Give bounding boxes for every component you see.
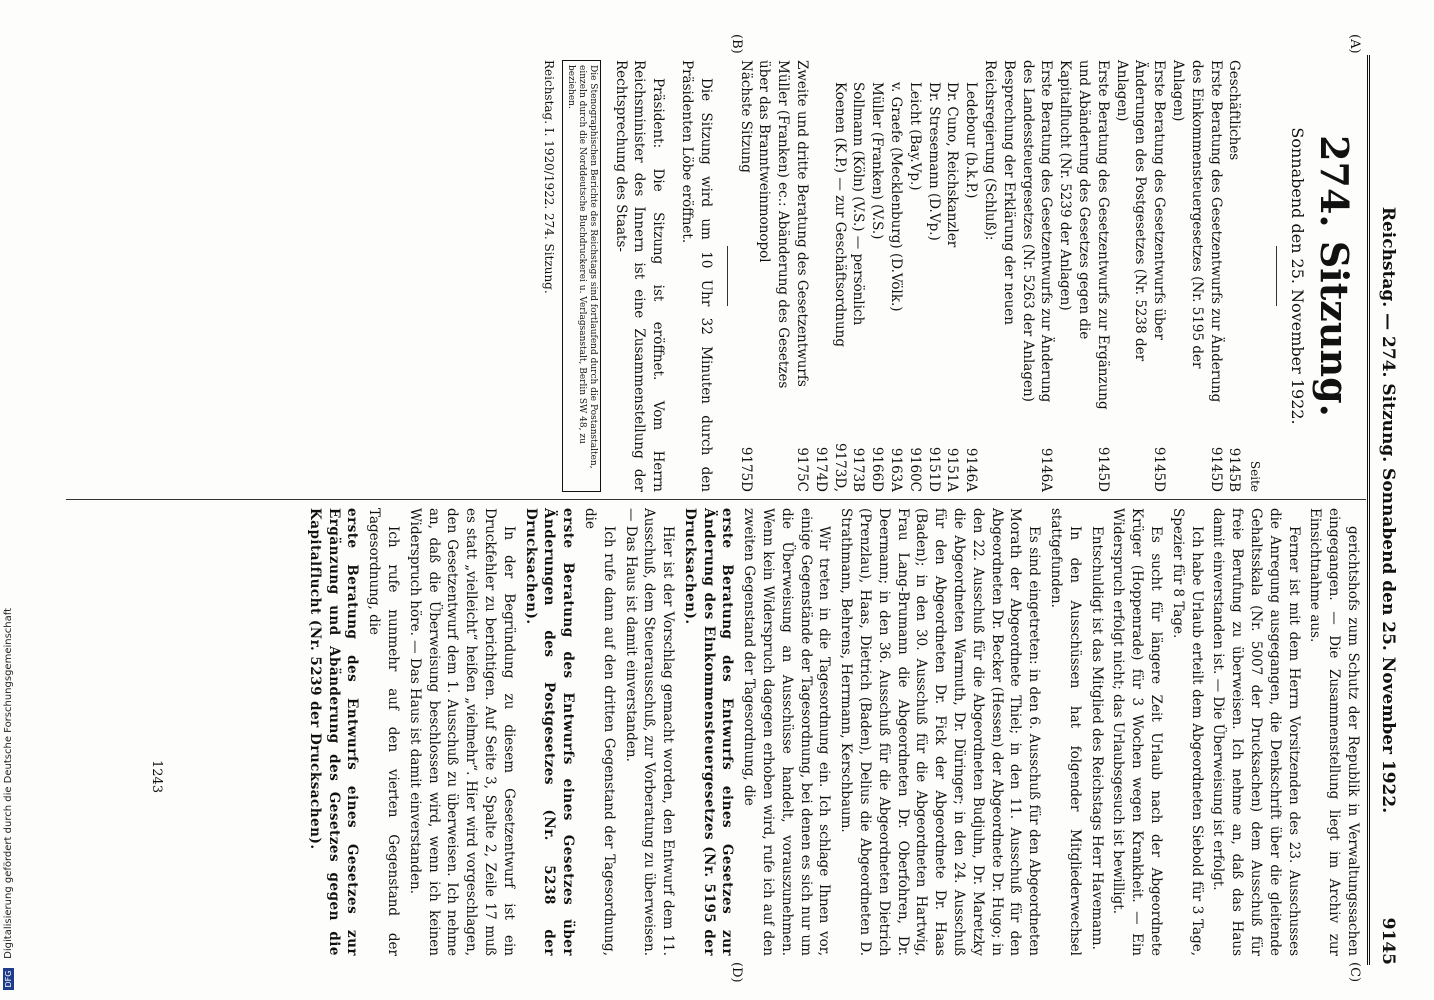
toc-entry	[1112, 60, 1168, 492]
toc-entry-text: Ledebour (b.k.P.)	[963, 82, 980, 199]
toc-entry-page: 9145D	[1094, 446, 1111, 492]
short-rule	[727, 246, 728, 306]
toc-entry-page: 9146A	[1038, 447, 1055, 492]
toc-entry	[886, 60, 905, 492]
toc-entry-text: Erste Beratung des Gesetzentwurfs zur Änderung des Einkommensteuergesetzes (Nr. 5195 der Anlagen)	[1170, 60, 1224, 403]
toc-entry-page: 9173D, 9174D	[812, 443, 848, 492]
toc-entry	[924, 60, 943, 492]
toc-entry	[736, 60, 755, 492]
margin-letter-a: (A)	[1347, 34, 1362, 54]
toc-entry-text: Dr. Stresemann (D.Vp.)	[925, 82, 942, 241]
toc-entry-text: Nächste Sitzung	[737, 60, 754, 173]
toc-entry-text: Dr. Cuno, Reichskanzler	[944, 82, 961, 248]
body-paragraph: Es sind eingetreten: in den 6. Ausschuß für den Abgeordneten Morath der Abgeordnete Thiel; in den 11. Ausschuß für den Abgeordneten Dr. Becker (Hessen) der Abgeordnete Dr. Hugo; in den 22. Ausschuß für die Abgeordneten Budjuhn, Dr. Maretzky die Abgeordneten Warmuth, Dr. Düringer; in den 24. Ausschuß für den Abgeordneten Dr. Fick der Abgeordnete Dr. Haas (Baden); in den 30. Ausschuß für die Abgeordneten Hartwig, Frau Lang-Brumann die Abgeordneten Dr. Oberfohren, Dr. Deermann; in den 36. Ausschuß für die Abgeordneten Dietrich (Prenzlau), Haas, Dietrich (Baden), Delius die Abgeordneten D. Strathmann, Behrens, Herrmann, Kerschbaum.	[838, 508, 1043, 956]
right-column	[302, 508, 1362, 956]
toc-entry-text: Leicht (Bay.Vp.)	[906, 82, 923, 191]
toc-entry	[755, 60, 811, 492]
toc-entry-page: 9151A	[944, 447, 961, 492]
opening-statement: Die Sitzung wird um 10 Uhr 32 Minuten durch den Präsidenten Löbe eröffnet.	[679, 60, 714, 492]
toc-entry-page: 9175C	[794, 447, 811, 492]
body-paragraph: In den Ausschüssen hat folgender Mitgliederwechsel stattgefunden.	[1048, 508, 1083, 956]
table-of-contents	[736, 60, 1244, 492]
body-paragraph: Entschuldigt ist das Mitglied des Reichstags Herr Havemann.	[1088, 526, 1105, 950]
toc-entry	[1225, 60, 1244, 492]
running-header-title: Reichstag. — 274. Sitzung. Sonnabend den 25. November 1922.	[1378, 206, 1398, 814]
margin-letter-d: (D)	[729, 962, 744, 983]
agenda-item-heading: erste Beratung des Entwurfs eines Gesetzes zur Ergänzung und Abänderung des Gesetzes gegen die Kapitalflucht (Nr. 5239 der Drucksachen).	[306, 508, 361, 956]
toc-seite-label: Seite	[1248, 460, 1263, 492]
running-header	[1372, 55, 1398, 965]
column-divider	[66, 499, 1366, 500]
short-rule	[1276, 246, 1277, 306]
toc-entry-page: 9145D	[1151, 446, 1168, 492]
toc-entry	[811, 60, 849, 492]
president-paragraph: Präsident: Die Sitzung ist eröffnet. Vom Herrn Reichsminister des Innern ist eine Zusammenstellung der Rechtsprechung des Staats-	[612, 60, 667, 492]
toc-entry-page: 9160C	[906, 447, 923, 492]
signature-number: 1243	[149, 760, 164, 794]
toc-entry-page: 9163A	[888, 447, 905, 492]
toc-entry-page: 9151D	[925, 446, 942, 492]
toc-entry-text: Sollmann (Köln) (V.S.) — persönlich	[850, 82, 867, 326]
subscription-note: Die Stenographischen Berichte des Reichstags sind fortlaufend durch die Postanstalten, einzeln durch die Norddeutsche Buchdruckerei u. Verlagsanstalt, Berlin SW 48, zu beziehen.	[562, 60, 601, 492]
margin-letter-c: (C)	[1347, 962, 1362, 983]
body-paragraph: Ich rufe dann auf den dritten Gegenstand der Tagesordnung, die	[581, 508, 617, 956]
digitization-credit-text: Digitalisierung gefördert durch die Deutsche Forschungsgemeinschaft	[3, 607, 14, 959]
toc-entry-page: 9175D	[737, 446, 754, 492]
dfg-logo-icon: DFG	[3, 968, 14, 990]
page-number: 9145	[1378, 917, 1398, 965]
agenda-item-heading: erste Beratung des Entwurfs eines Gesetzes zur Änderung des Einkommensteuergesetzes (Nr. 5195 der Drucksachen).	[681, 508, 736, 956]
toc-entry-text: Erste Beratung des Gesetzentwurfs über Änderungen des Postgesetzes (Nr. 5238 der Anlagen)	[1113, 60, 1168, 362]
toc-entry	[849, 60, 868, 492]
toc-entry-text: Zweite und dritte Beratung des Gesetzentwurfs Müller (Franken) ec.: Abänderung des Gesetzes über das Branntweinmonopol	[756, 60, 811, 389]
toc-entry-page: 9173B	[850, 447, 867, 492]
body-paragraph: Hier ist der Vorschlag gemacht worden, den Entwurf dem 11. Ausschuß, dem Steuerausschuß, zur Vorberatung zu überweisen. — Das Haus ist damit einverstanden.	[622, 508, 677, 956]
header-rule	[1367, 55, 1370, 965]
toc-entry-text: Erste Beratung des Gesetzentwurfs zur Änderung des Landessteuergesetzes (Nr. 5263 der Anlagen)	[1019, 60, 1055, 403]
toc-entry-text: Geschäftliches	[1226, 60, 1243, 161]
toc-entry-page: 9146A	[963, 447, 980, 492]
footer-reference: Reichstag. I. 1920/1922. 274. Sitzung.	[541, 60, 556, 294]
body-paragraph: In der Begründung zu diesem Gesetzentwurf ist ein Druckfehler zu berichtigen. Auf Seite 3, Spalte 2, Zeile 17 muß es statt „vielleicht“ heißen „vielmehr“. Hier wird vorgeschlagen, den Gesetzentwurf dem 1. Ausschuß zu überweisen. Ich nehme an, daß die Überweisung beschlossen wird, wenn ich keinen Widerspruch höre. — Das Haus ist damit einverstanden.	[406, 508, 517, 956]
toc-entry	[961, 60, 980, 492]
body-paragraph: Es sucht für längere Zeit Urlaub nach der Abgeordnete Krüger (Hoppenrade) für 3 Wochen wegen Krankheit. — Ein Widerspruch erfolgt nicht; das Urlaubsgesuch ist bewilligt.	[1110, 508, 1165, 956]
toc-entry-text: Besprechung der Erklärung der neuen Reichsregierung (Schluß):	[982, 60, 1017, 325]
toc-entry-text: v. Graefe (Mecklenburg) (D.Völk.)	[888, 82, 905, 312]
toc-entry	[1055, 60, 1111, 492]
toc-entry	[980, 60, 1018, 492]
toc-entry	[943, 60, 962, 492]
session-number: 274. Sitzung.	[1312, 135, 1357, 417]
body-paragraph: gerichtshofs zum Schutz der Republik in Verwaltungssachen eingegangen. — Die Zusammenstellung liegt im Archiv zur Einsichtnahme aus.	[1307, 508, 1361, 956]
session-date: Sonnabend den 25. November 1922.	[1288, 127, 1307, 425]
toc-entry-text: Müller (Franken) (V.S.)	[869, 82, 886, 240]
agenda-item-heading: erste Beratung des Entwurfs eines Gesetzes über Änderungen des Postgesetzes (Nr. 5238 der Drucksachen).	[522, 508, 577, 956]
toc-entry	[1168, 60, 1224, 492]
toc-entry	[905, 60, 924, 492]
toc-entry-page: 9145D	[1207, 446, 1224, 492]
margin-letter-b: (B)	[729, 34, 744, 54]
left-column	[539, 60, 1362, 492]
toc-entry	[867, 60, 886, 492]
body-paragraph: Ferner ist mit dem Herrn Vorsitzenden des 23. Ausschusses die Anregung ausgegangen, die Denkschrift über die gleitende Gehaltsskala (Nr. 5007 der Drucksachen) dem Ausschuß für freie Berufung zu überweisen. Ich nehme an, daß das Haus damit einverstanden ist. — Die Überweisung ist erfolgt.	[1210, 508, 1302, 956]
toc-entry-text: Koenen (K.P.) — zur Geschäftsordnung	[831, 82, 848, 347]
body-paragraph: Wir treten in die Tagesordnung ein. Ich schlage Ihnen vor, einige Gegenstände der Tagesordnung, bei denen es sich nur um die Überweisung an Ausschüsse handelt, vorauszunehmen. Wenn kein Widerspruch dagegen erhoben wird, rufe ich auf den zweiten Gegenstand der Tagesordnung, die	[741, 508, 833, 956]
body-paragraph: Ich rufe nunmehr auf den vierten Gegenstand der Tagesordnung, die	[366, 508, 401, 956]
toc-entry-text: Erste Beratung des Gesetzentwurfs zur Ergänzung und Abänderung des Gesetzes gegen die Kapitalflucht (Nr. 5239 der Anlagen)	[1057, 60, 1111, 410]
toc-entry-page: 9166D	[869, 446, 886, 492]
toc-entry	[1018, 60, 1056, 492]
toc-entry-page: 9145B	[1226, 447, 1243, 492]
body-paragraph: Ich habe Urlaub erteilt dem Abgeordneten Siebold für 3 Tage, Spezier für 8 Tage.	[1169, 508, 1205, 956]
